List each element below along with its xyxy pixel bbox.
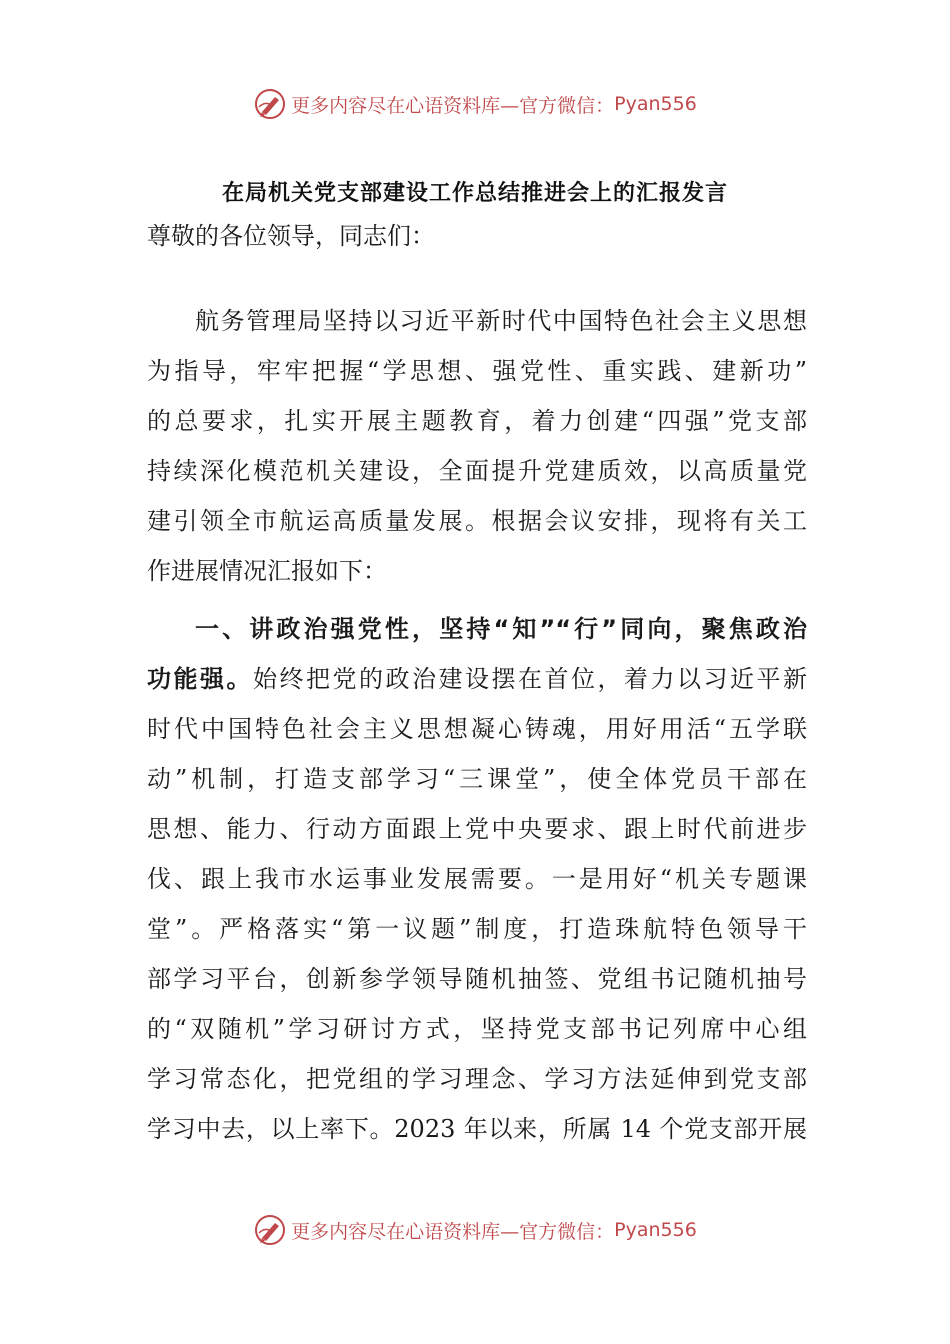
section-1-heading: 一、讲政治强党性，坚持“知”“行”同向，聚焦政治	[195, 615, 807, 643]
pen-logo-icon	[253, 87, 287, 121]
section-1-heading-end: 功能强。	[147, 665, 253, 693]
paragraph-line	[147, 654, 807, 704]
watermark-text: 更多内容尽在心语资料库—官方微信：	[291, 1220, 615, 1243]
paragraph-line: 堂”。严格落实“第一议题”制度，打造珠航特色领导干	[147, 915, 807, 943]
pen-logo-icon	[253, 1213, 287, 1247]
watermark-wechat-id: Pyan556	[614, 93, 697, 115]
document-title: 在局机关党支部建设工作总结推进会上的汇报发言	[221, 181, 728, 206]
section-1-text: 始终把党的政治建设摆在首位，着力以习近平新	[253, 665, 807, 693]
paragraph-line: 作进展情况汇报如下：	[147, 557, 387, 585]
section-1	[147, 604, 807, 1154]
watermark-wechat-id: Pyan556	[614, 1219, 697, 1241]
paragraph-intro	[147, 296, 807, 596]
paragraph-line: 学习中去，以上率下。2023 年以来，所属 14 个党支部开展	[147, 1115, 807, 1143]
paragraph-line: 部学习平台，创新参学领导随机抽签、党组书记随机抽号	[147, 965, 807, 993]
paragraph-line: 为指导，牢牢把握“学思想、强党性、重实践、建新功”	[147, 357, 807, 385]
watermark-text: 更多内容尽在心语资料库—官方微信：	[291, 94, 615, 117]
watermark-header	[0, 84, 950, 124]
salutation: 尊敬的各位领导，同志们：	[147, 222, 435, 250]
paragraph-line: 持续深化模范机关建设，全面提升党建质效，以高质量党	[147, 457, 807, 485]
document-body	[147, 296, 807, 1154]
paragraph-line: 建引领全市航运高质量发展。根据会议安排，现将有关工	[147, 507, 807, 535]
watermark-footer	[0, 1210, 950, 1250]
paragraph-line: 动”机制，打造支部学习“三课堂”，使全体党员干部在	[147, 765, 807, 793]
paragraph-line: 伐、跟上我市水运事业发展需要。一是用好“机关专题课	[147, 865, 807, 893]
paragraph-line: 学习常态化，把党组的学习理念、学习方法延伸到党支部	[147, 1065, 807, 1093]
paragraph-line: 航务管理局坚持以习近平新时代中国特色社会主义思想	[195, 307, 807, 335]
paragraph-line: 的“双随机”学习研讨方式，坚持党支部书记列席中心组	[147, 1015, 807, 1043]
paragraph-line: 思想、能力、行动方面跟上党中央要求、跟上时代前进步	[147, 815, 807, 843]
paragraph-line: 的总要求，扎实开展主题教育，着力创建“四强”党支部	[147, 407, 807, 435]
paragraph-line: 时代中国特色社会主义思想凝心铸魂，用好用活“五学联	[147, 715, 807, 743]
